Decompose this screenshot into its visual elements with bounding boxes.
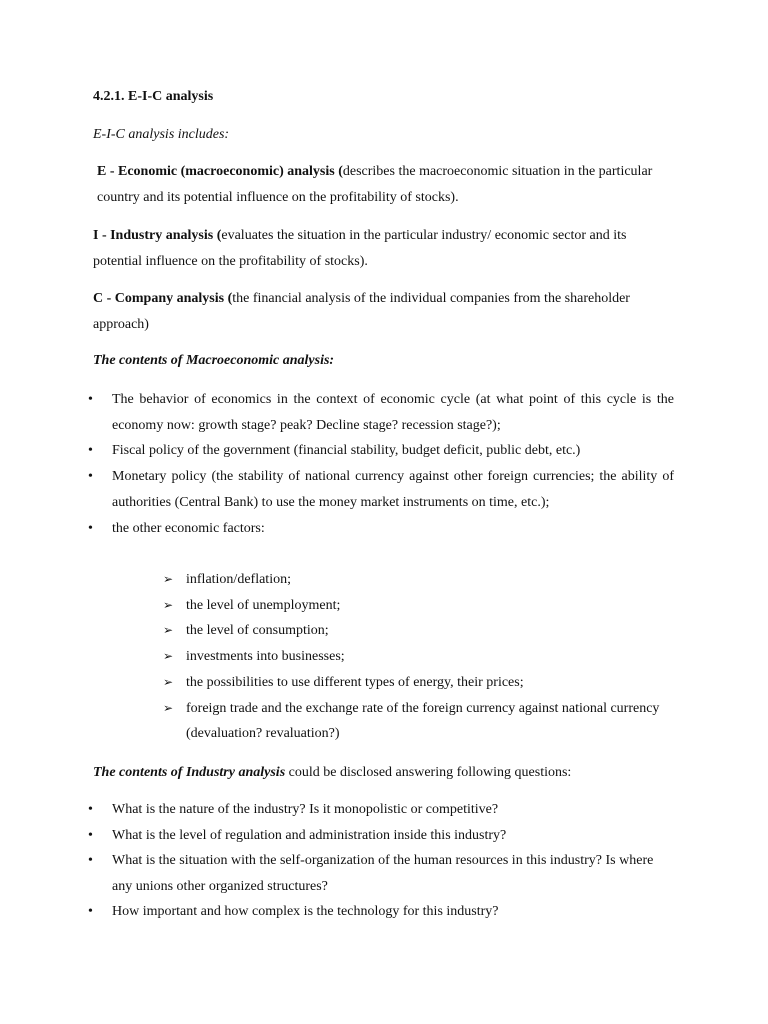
- macro-heading: The contents of Macroeconomic analysis:: [93, 353, 335, 368]
- bullet-icon: •: [88, 802, 93, 817]
- list-item-text: inflation/deflation;: [186, 572, 291, 587]
- macro-bullet-list: [88, 387, 674, 541]
- definition-term: C - Company analysis (: [93, 291, 233, 306]
- list-item-text: What is the nature of the industry? Is it monopolistic or competitive?: [112, 802, 499, 817]
- industry-heading: [93, 760, 673, 786]
- list-item-text: What is the situation with the self-organization of the human resources in this industry? Is where any unions other organized structures?: [112, 853, 654, 894]
- bullet-icon: •: [88, 469, 93, 485]
- list-item: [163, 618, 673, 644]
- list-item-text: the level of unemployment;: [186, 597, 341, 613]
- arrow-bullet-icon: ➢: [163, 623, 174, 638]
- bullet-icon: •: [88, 443, 93, 459]
- list-item-text: investments into businesses;: [186, 649, 345, 665]
- list-item-text: the possibilities to use different types of energy, their prices;: [186, 674, 524, 690]
- list-item: [88, 899, 674, 925]
- arrow-bullet-icon: ➢: [163, 700, 174, 715]
- section-intro: E-I-C analysis includes:: [93, 127, 230, 142]
- definition-text: describes the macroeconomic situation in the particular country and its potential influence on the profitability of stocks).: [97, 164, 653, 205]
- arrow-bullet-icon: ➢: [163, 649, 174, 664]
- list-item: [163, 696, 673, 747]
- definition-term: E - Economic (macroeconomic) analysis (: [97, 164, 343, 179]
- definition-industry: [93, 223, 673, 275]
- list-item: [88, 797, 674, 823]
- bullet-icon: •: [88, 853, 93, 868]
- list-item: [88, 848, 674, 899]
- list-item-text: foreign trade and the exchange rate of the foreign currency against national currency (devaluation? revaluation?): [186, 700, 660, 742]
- bullet-icon: •: [88, 904, 93, 919]
- definition-text: evaluates the situation in the particular industry/ economic sector and its potential influence on the profitability of stocks).: [93, 228, 627, 269]
- industry-heading-title: The contents of Industry analysis: [93, 765, 286, 780]
- industry-question-list: [88, 797, 674, 925]
- list-item: [88, 516, 674, 542]
- list-item: [163, 567, 673, 593]
- list-item: [163, 670, 673, 696]
- section-title: 4.2.1. E-I-C analysis: [93, 89, 214, 104]
- definition-company: [93, 286, 673, 338]
- list-item: [88, 438, 674, 464]
- list-item: [88, 387, 674, 438]
- list-item-text: How important and how complex is the technology for this industry?: [112, 904, 499, 919]
- industry-heading-rest: could be disclosed answering following questions:: [285, 765, 572, 780]
- list-item-text: The behavior of economics in the context of economic cycle (at what point of this cycle is the economy now: growth stage? peak? Decline stage? recession stage?);: [112, 392, 674, 433]
- definition-text: the financial analysis of the individual companies from the shareholder approach): [93, 291, 630, 332]
- arrow-bullet-icon: ➢: [163, 572, 174, 586]
- list-item: [88, 464, 674, 515]
- list-item-text: Monetary policy (the stability of national currency against other foreign currencies; the ability of authorities (Central Bank) to use the money market instruments on time, etc.);: [112, 469, 674, 510]
- bullet-icon: •: [88, 827, 93, 843]
- definition-economic: [97, 159, 673, 211]
- list-item: [163, 593, 673, 619]
- list-item-text: Fiscal policy of the government (financial stability, budget deficit, public debt, etc.): [112, 443, 581, 459]
- arrow-bullet-icon: ➢: [163, 674, 174, 689]
- definition-term: I - Industry analysis (: [93, 228, 222, 243]
- list-item: [88, 823, 674, 849]
- list-item: [163, 644, 673, 670]
- list-item-text: the level of consumption;: [186, 623, 329, 639]
- economic-factors-list: [163, 567, 673, 747]
- bullet-icon: •: [88, 392, 93, 407]
- list-item-text: the other economic factors:: [112, 520, 265, 536]
- arrow-bullet-icon: ➢: [163, 597, 174, 612]
- list-item-text: What is the level of regulation and administration inside this industry?: [112, 827, 507, 843]
- bullet-icon: •: [88, 520, 93, 536]
